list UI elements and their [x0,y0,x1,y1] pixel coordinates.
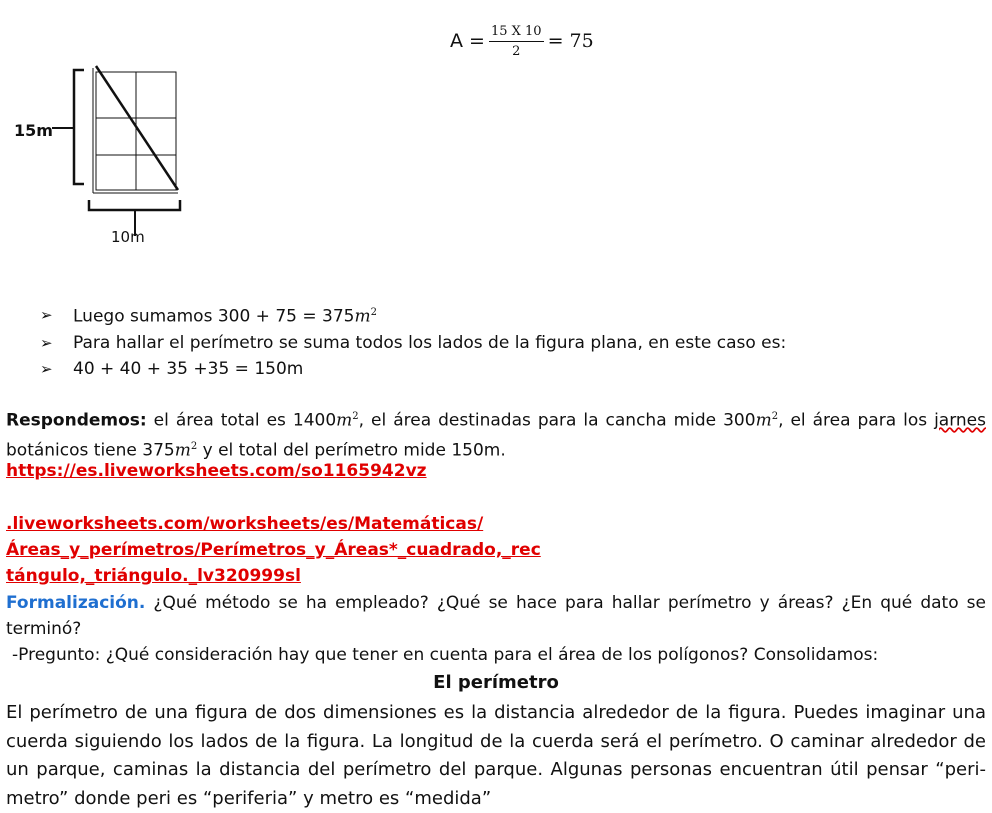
list-item [40,330,786,356]
height-brace [74,70,84,184]
liveworksheets-link[interactable]: https://es.liveworksheets.com/so1165942vz [6,461,427,481]
formula-prefix: A = [450,30,485,52]
formula-numerator: 15 X 10 [489,24,544,42]
width-label: 10m [111,228,145,246]
answer-line-2: botánicos tiene $375m^2$ y el total del perímetro mide 150m. [6,440,506,461]
arrow-bullet-icon: ➢ [40,359,53,378]
formalizacion-paragraph [6,590,986,642]
answer-line-1: Respondemos: el área total es $1400m^2$, el área destinadas para la cancha mide $300m^2$, el área para los jarnes [6,410,986,431]
long-link-line-1[interactable]: .liveworksheets.com/worksheets/es/Matemáticas/Áreas_y_perímetros/Perímetros_y_Áreas*_cuadrado,_rec [6,514,541,560]
width-brace [89,200,180,210]
triangle-grid-figure [0,60,200,250]
list-item [40,356,786,382]
height-label: 15m [14,121,53,140]
perimeter-paragraph: El perímetro de una figura de dos dimensiones es la distancia alrededor de la figura. Puedes imaginar una cuerda siguiendo los lados de la figura. La longitud de la cuerda será el perímetro. O caminar alrededor de un parque, caminas la distancia del perímetro del parque. Algunas personas encuentran útil pensar “peri-metro” donde peri es “periferia” y metro es “medida” [6,702,986,809]
pregunto-line: -Pregunto: ¿Qué consideración hay que tener en cuenta para el área de los polígonos? Consolidamos: [12,645,879,665]
long-link-block[interactable] [6,511,986,589]
link-row [6,458,986,484]
formula-denominator: 2 [512,43,521,59]
bullet-text: Para hallar el perímetro se suma todos los lados de la figura plana, en este caso es: [73,332,787,353]
bullet-text: Luego sumamos $300 + 75 = 375m^2$ [73,306,377,327]
section-heading: El perímetro [433,672,559,693]
bullet-list [40,300,786,382]
answer-paragraph [6,404,986,463]
arrow-bullet-icon: ➢ [40,305,53,324]
formalizacion-label: Formalización. [6,593,146,613]
long-link-line-2[interactable]: tángulo,_triángulo._lv320999sl [6,566,301,586]
formula-fraction [489,24,544,59]
grid-lines [93,68,178,193]
area-formula [450,18,594,64]
formalizacion-text: ¿Qué método se ha empleado? ¿Qué se hace para hallar perímetro y áreas? ¿En qué dato se terminó? [6,593,986,639]
list-item [40,300,786,330]
triangle-hypotenuse [96,66,178,190]
formula-result: = 75 [547,30,594,52]
arrow-bullet-icon: ➢ [40,333,53,352]
bullet-text: 40 + 40 + 35 +35 = 150m [73,358,304,379]
